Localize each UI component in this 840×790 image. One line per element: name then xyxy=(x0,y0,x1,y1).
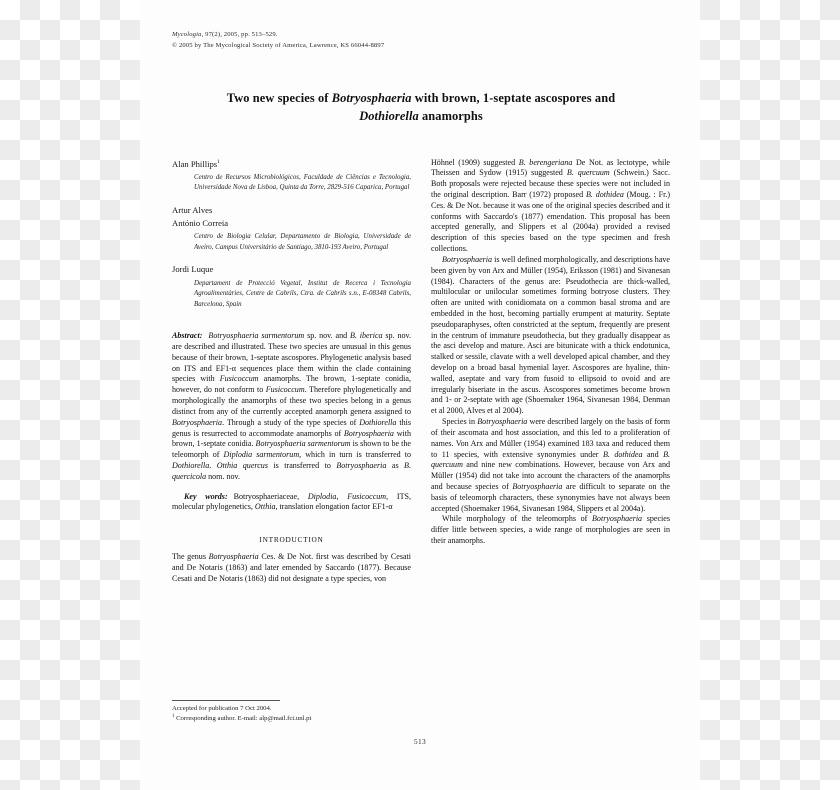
page-folio-number: 513 xyxy=(413,737,427,746)
keywords-label: Key words: xyxy=(184,491,228,501)
section-heading-introduction: INTRODUCTION xyxy=(259,535,324,545)
author-name: António Correia xyxy=(172,218,229,229)
intro-paragraph-1: The genus Botryosphaeria Ces. & De Not. first was described by Cesati and De Notaris (1863) and later emended by Saccardo (1877). Because Cesati and De Notaris (1863) did not designate a type species, von xyxy=(172,552,411,583)
intro-paragraph-3: Species in Botryosphaeria were described largely on the basis of form of their ascomata and host association, and this led to a proliferation of names. Von Arx and Müller (1954) examined 183 taxa and reduced them to 11 species, with extensive synonymies under B. dothidea and B. quercuum and nine new combinations. However, because von Arx and Müller (1954) did not take into account the characters of the anamorphs and because species of Botryosphaeria are difficult to separate on the basis of teleomorph characters, these synonymies have not always been accepted (Shoemaker 1964, Sivanesan 1984, Slippers et al 2004a). xyxy=(431,417,670,513)
masthead-volume-pages: , 97(2), 2005, pp. 513–529. xyxy=(201,31,278,38)
author-entry xyxy=(172,263,411,276)
author-entry xyxy=(172,217,411,230)
author-affiliation: Centro de Biologia Celular, Departamento de Biologia, Universidade de Aveiro, Campus Universitário de Santiago, 3810-193 Aveiro, Portugal xyxy=(194,233,411,251)
abstract-block xyxy=(172,331,411,482)
title-part-c: anamorphs xyxy=(418,109,483,124)
abstract-label: Abstract: xyxy=(172,331,203,341)
author-affiliation: Departament de Protecció Vegetal, Institut de Recerca i Tecnologia Agroalimentàries, Centre de Cabrils, Ctra. de Cabrils s.n., E-08348 Cabrils, Barcelona, Spain xyxy=(194,279,411,308)
keywords-block xyxy=(172,492,411,514)
title-line-2 xyxy=(172,107,670,125)
title-part-b: with brown, 1-septate ascospores and xyxy=(411,91,616,106)
footnote-area xyxy=(172,700,411,725)
journal-title: Mycologia xyxy=(172,31,202,38)
footnote-corresponding-text: Corresponding author. E-mail: alp@mail.fct.unl.pt xyxy=(174,715,312,723)
author-entry xyxy=(172,204,411,217)
footnote-corresponding-author xyxy=(172,714,411,724)
title-line-1 xyxy=(172,89,670,107)
masthead-citation-line xyxy=(172,30,670,41)
intro-paragraph-2: Botryosphaeria is well defined morphologically, and descriptions have been given by von Arx and Müller (1954), Eriksson (1981) and Sivanesan (1984). Characters of the genus are: Pseudothecia are thick-walled, multilocular or unilocular sometimes forming botryose clusters. They often are united with conidiomata on a common basal stroma and are embedded in the host, becoming partially erumpent at maturity. Septate pseudoparaphyses, often constricted at the septum, frequently are present in the centrum of immature pseudothecia, but they gradually disappear as the asci develop and mature. Asci are bitunicate with a thick endotunica, stalked or sessile, clavate with a well developed apical chamber, and they develop on a broad basal hymenial layer. Ascospores are hyaline, thin-walled, aseptate and vary from fusoid to ellipsoid to ovoid and are irregularly biseriate in the ascus. Ascospores sometimes become brown and 1- or 2-septate with age (Shoemaker 1964, Sivanesan 1984, Denman et al 2000, Alves et al 2004). xyxy=(431,254,670,416)
abstract-text: Botryosphaeria sarmentorum sp. nov. and B. iberica sp. nov. are described and illustrated. These two species are unusual in this genus because of their brown, 1-septate ascospores. Phylogenetic analysis based on ITS and EF1-α sequences place them within the clade containing species with Fusicoccum anamorphs. The brown, 1-septate conidia, however, do not conform to Fusicoccum. Therefore phylogenetically and morphologically the anamorphs of these two species belong in a genus distinct from any of the currently accepted anamorph genera assigned to Botryosphaeria. Through a study of the type species of Dothiorella this genus is resurrected to accommodate anamorphs of Botryosphaeria with brown, 1-septate conidia. Botryosphaeria sarmentorum is shown to be the teleomorph of Diplodia sarmentorum, which in turn is transferred to Dothiorella. Otthia quercus is transferred to Botryosphaeria as B. quercicola nom. nov. xyxy=(172,331,412,481)
footnote-marker: 1 xyxy=(172,714,175,720)
left-column xyxy=(172,158,411,585)
intro-paragraph-1-continued: Höhnel (1909) suggested B. berengeriana De Not. as lectotype, while Theissen and Sydow (1915) suggested B. quercuum (Schwein.) Sacc. Both proposals were rejected because these species were not included in the original description. Barr (1972) proposed B. dothidea (Moug. : Fr.) Ces. & De Not. because it was one of the original species described and it conforms with Saccardo's (1877) emendation. This proposal has been accepted generally, and Slippers et al (2004a) provided a revised description of this species based on the type specimen and fresh collections. xyxy=(431,157,671,254)
author-name: Jordi Luque xyxy=(172,264,214,275)
title-part-a: Two new species of xyxy=(226,91,332,106)
right-column xyxy=(431,158,670,585)
keywords-text: Botryosphaeriaceae, Diplodia, Fusicoccum, ITS, molecular phylogenetics, Otthia, translation elongation factor EF1-α xyxy=(172,491,411,512)
author-entry xyxy=(172,158,411,171)
author-affiliation: Centro de Recursos Microbiológicos, Faculdade de Ciências e Tecnologia, Universidade Nova de Lisboa, Quinta da Torre, 2829-516 Caparica, Portugal xyxy=(194,173,411,192)
title-genus-dothiorella: Dothiorella xyxy=(359,109,419,124)
author-footnote-marker: 1 xyxy=(217,158,220,165)
document-page xyxy=(140,0,700,790)
author-name: Alan Phillips xyxy=(172,158,218,169)
footnote-divider xyxy=(172,700,280,701)
journal-masthead xyxy=(172,30,670,51)
page-content xyxy=(172,30,670,585)
title-genus-botryosphaeria: Botryosphaeria xyxy=(331,91,412,106)
page-title xyxy=(172,89,670,125)
footnote-accepted-date: Accepted for publication 7 Oct 2004. xyxy=(172,705,272,712)
intro-paragraph-4: While morphology of the teleomorphs of Botryosphaeria species differ little between species, a wide range of morphologies are seen in their anamorphs. xyxy=(431,514,670,545)
masthead-copyright-line: © 2005 by The Mycological Society of America, Lawrence, KS 66044-8897 xyxy=(172,41,385,49)
author-name: Artur Alves xyxy=(172,204,213,215)
two-column-body xyxy=(172,158,670,585)
